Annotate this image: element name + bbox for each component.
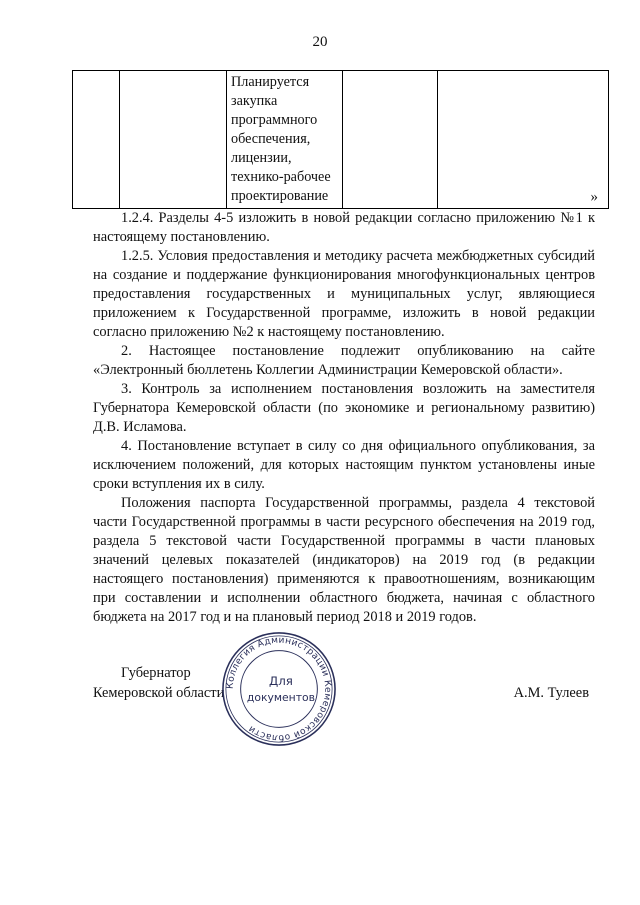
table-cell: [120, 71, 227, 209]
signature-name: А.М. Тулеев: [513, 685, 589, 701]
table-row: [73, 71, 609, 209]
page-number: 20: [312, 34, 328, 50]
stamp-center-line1: Для: [269, 674, 293, 689]
paragraph-final: Положения паспорта Государственной программы, раздела 4 текстовой части Государственной программы в части ресурсного обеспечения на 2019 год, раздела 5 текстовой части Государственной программы в части плановых значений целевых показателей (индикаторов) на 2019 год (в редакции настоящего постановления) применяются к правоотношениям, возникающим при составлении и исполнении областного бюджета, начиная с областного бюджета на 2017 год и на плановый период 2018 и 2019 годов.: [93, 495, 595, 625]
paragraph-4: 4. Постановление вступает в силу со дня официального опубликования, за исключением положений, для которых настоящим пунктом установлены иные сроки вступления их в силу.: [93, 438, 595, 492]
continuation-table: [72, 70, 609, 209]
closing-quote: »: [590, 189, 598, 205]
paragraph-1-2-4: 1.2.4. Разделы 4-5 изложить в новой редакции согласно приложению №1 к настоящему постановлению.: [93, 210, 595, 245]
paragraph-1-2-5: 1.2.5. Условия предоставления и методику расчета межбюджетных субсидий на создание и поддержание функционирования многофункциональных центров предоставления государственных и муниципальных услуг, являющиеся приложением к Государственной программе, изложить в новой редакции согласно приложению №2 к настоящему постановлению.: [93, 248, 595, 340]
document-body: [93, 209, 595, 627]
official-stamp-icon: [220, 630, 338, 748]
table-cell: [73, 71, 120, 209]
signature-title-line1: Губернатор: [121, 665, 191, 681]
signature-title-line2: Кемеровской области: [93, 685, 225, 701]
stamp-ring-text: Коллегия Администрации Кемеровской области: [225, 635, 333, 743]
paragraph-3: 3. Контроль за исполнением постановления возложить на заместителя Губернатора Кемеровской области (по экономике и региональному развитию) Д.В. Исламова.: [93, 381, 595, 435]
stamp-center-line2: документов: [246, 690, 316, 704]
paragraph-2: 2. Настоящее постановление подлежит опубликованию на сайте «Электронный бюллетень Коллегии Администрации Кемеровской области».: [93, 343, 595, 378]
table-cell: [343, 71, 438, 209]
signature-block: [93, 663, 595, 703]
table-cell-description: Планируется закупка программного обеспечения, лицензии, технико-рабочее проектирование: [227, 71, 343, 209]
table-cell: [438, 71, 609, 209]
